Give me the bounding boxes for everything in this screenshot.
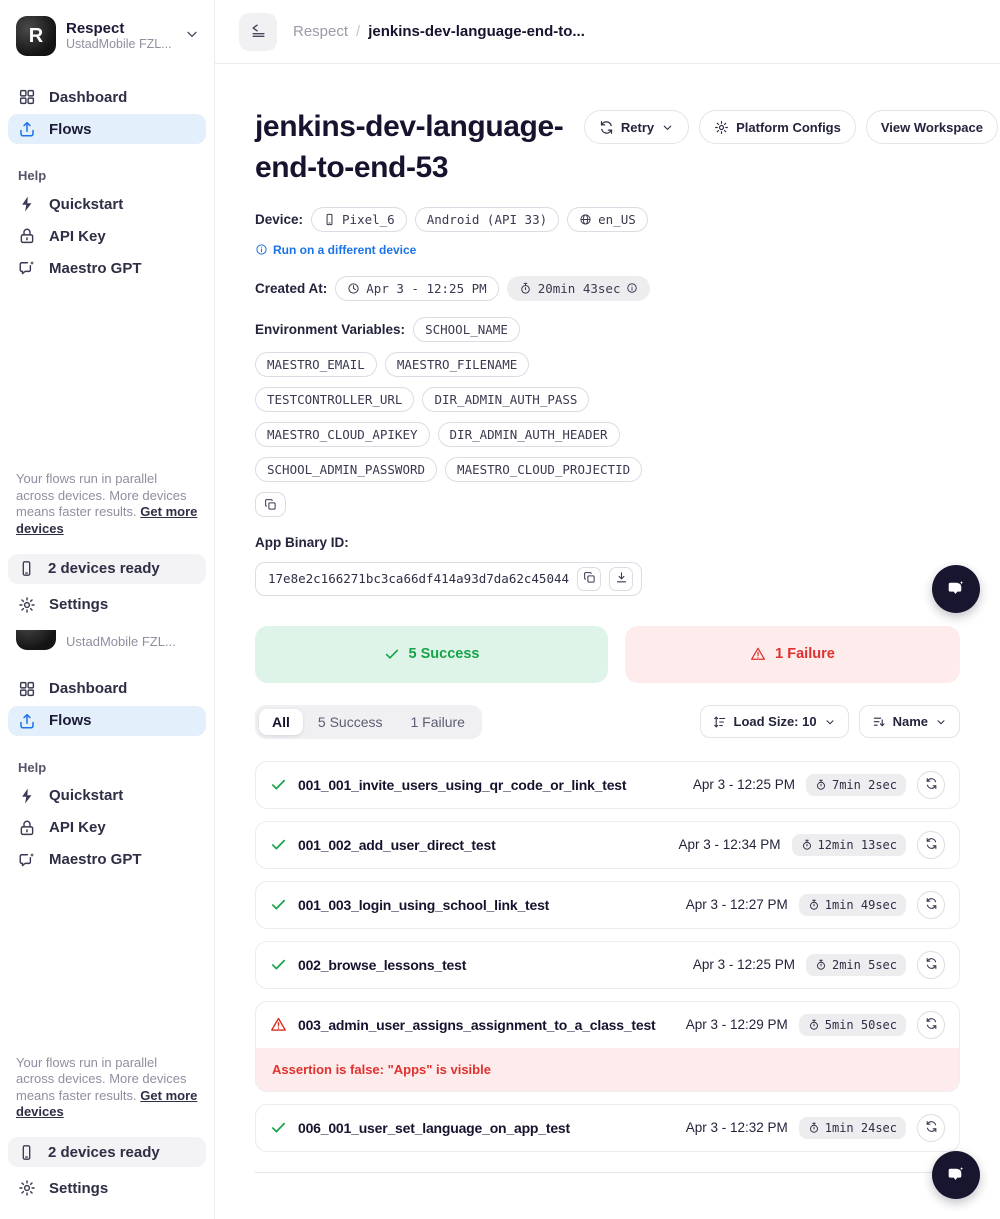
test-duration: 7min 2sec <box>831 777 897 792</box>
test-retry-button[interactable] <box>917 951 945 979</box>
sidebar-section-top <box>0 0 214 620</box>
refresh-icon <box>925 897 938 913</box>
phone-icon <box>18 1144 35 1161</box>
env-var-chip <box>255 352 377 377</box>
info-icon <box>626 282 638 294</box>
test-duration-badge <box>806 954 906 976</box>
device-os-chip <box>415 207 559 232</box>
test-duration: 12min 13sec <box>817 837 897 852</box>
sidebar-item-dashboard[interactable] <box>8 82 206 112</box>
clock-icon <box>347 282 360 295</box>
run-on-different-device-label: Run on a different device <box>273 242 417 257</box>
test-row <box>255 761 960 809</box>
sidebar-item-label: Settings <box>49 1179 109 1197</box>
refresh-icon <box>599 120 614 135</box>
lightning-icon <box>18 787 36 805</box>
workspace-logo <box>16 630 56 650</box>
env-var-name: SCHOOL_NAME <box>425 321 508 337</box>
env-var-name: MAESTRO_CLOUD_APIKEY <box>267 426 418 442</box>
sidebar-item-dashboard[interactable] <box>8 674 206 704</box>
retry-label: Retry <box>620 119 655 135</box>
test-retry-button[interactable] <box>917 891 945 919</box>
test-duration-badge <box>799 894 906 916</box>
failure-warning-icon <box>270 1016 287 1033</box>
test-row <box>255 821 960 869</box>
sort-controls <box>700 705 961 738</box>
list-controls <box>255 705 960 739</box>
workspace-org: UstadMobile FZL... <box>66 37 172 52</box>
workspace-name: Respect <box>66 20 125 38</box>
devices-ready-label: 2 devices ready <box>48 560 160 577</box>
sidebar-nav <box>0 674 214 736</box>
info-text: Your flows run in parallel across devices. More devices means faster results. <box>16 1054 187 1103</box>
stopwatch-icon <box>808 899 820 911</box>
success-count: 5 Success <box>408 646 480 663</box>
collapse-sidebar-icon <box>250 22 267 42</box>
page-title: jenkins-dev-language-end-to-end-53 <box>255 110 564 185</box>
load-size-icon <box>713 715 727 729</box>
success-check-icon <box>270 776 287 793</box>
gear-icon <box>18 596 36 614</box>
devices-ready-label: 2 devices ready <box>48 1143 160 1161</box>
breadcrumb-parent[interactable]: Respect <box>293 23 349 40</box>
created-at-label: Created At: <box>255 280 328 296</box>
get-more-devices-link[interactable]: Get more devices <box>16 1087 198 1120</box>
sort-dropdown[interactable] <box>859 705 960 738</box>
test-retry-button[interactable] <box>917 771 945 799</box>
test-duration-badge <box>799 1014 906 1036</box>
refresh-icon <box>925 777 938 793</box>
warning-triangle-icon <box>750 646 766 662</box>
test-duration: 1min 49sec <box>824 897 897 912</box>
sort-icon <box>872 715 886 729</box>
retry-button[interactable] <box>584 110 689 144</box>
chat-sparkle-icon <box>18 851 36 869</box>
app-binary-id-value: 17e8e2c166271bc3ca66df414a93d7da62c45044 <box>268 571 570 587</box>
sidebar-item-label: Maestro GPT <box>49 259 142 277</box>
collapse-sidebar-button[interactable] <box>239 13 277 51</box>
platform-configs-button[interactable] <box>699 110 856 144</box>
failure-count: 1 Failure <box>775 646 835 663</box>
sidebar-item-label: Dashboard <box>49 680 128 697</box>
test-row <box>255 941 960 989</box>
test-row <box>255 881 960 929</box>
lock-icon <box>18 819 36 837</box>
chevron-down-icon <box>661 121 674 134</box>
total-duration-chip <box>507 276 651 301</box>
sidebar-item-settings[interactable] <box>8 1173 206 1203</box>
test-retry-button[interactable] <box>917 1011 945 1039</box>
sidebar-nav <box>0 82 214 144</box>
assistant-chat-fab[interactable] <box>932 1151 980 1199</box>
test-name[interactable]: 001_001_invite_users_using_qr_code_or_link_test <box>298 776 627 793</box>
env-var-name: MAESTRO_CLOUD_PROJECTID <box>457 461 631 477</box>
help-section-label: Help <box>18 759 47 775</box>
app-binary-id-label: App Binary ID: <box>255 534 349 550</box>
get-more-devices-link[interactable]: Get more devices <box>16 504 198 536</box>
environment-variables-row <box>255 317 647 517</box>
sidebar-item-label: Settings <box>49 596 109 613</box>
env-var-chip <box>255 387 414 412</box>
test-duration: 5min 50sec <box>824 1017 897 1032</box>
sidebar <box>0 0 215 1219</box>
sidebar-item-api-key[interactable] <box>8 813 206 843</box>
chat-sparkle-icon <box>944 1162 968 1189</box>
load-size-label: Load Size: 10 <box>733 714 817 730</box>
success-summary-banner[interactable] <box>255 626 608 683</box>
breadcrumb-separator: / <box>356 23 361 40</box>
test-duration: 1min 24sec <box>824 1120 897 1135</box>
test-error-message: Assertion is false: "Apps" is visible <box>256 1048 959 1091</box>
sidebar-item-label: Quickstart <box>49 787 124 804</box>
platform-configs-label: Platform Configs <box>736 119 841 135</box>
topbar <box>215 0 1000 64</box>
test-duration-badge <box>799 1117 906 1139</box>
env-var-chip <box>445 457 642 482</box>
env-var-name: DIR_ADMIN_AUTH_PASS <box>434 391 578 407</box>
device-locale: en_US <box>598 211 636 227</box>
test-retry-button[interactable] <box>917 1114 945 1142</box>
info-text: Your flows run in parallel across devices. More devices means faster results. <box>16 471 187 520</box>
test-name[interactable]: 006_001_user_set_language_on_app_test <box>298 1119 570 1136</box>
workspace-org: UstadMobile FZL... <box>66 633 176 649</box>
chevron-down-icon <box>824 716 836 728</box>
lightning-icon <box>18 195 36 213</box>
sidebar-item-label: Flows <box>49 120 92 138</box>
test-date: Apr 3 - 12:25 PM <box>692 777 795 793</box>
sidebar-help-nav <box>0 189 214 283</box>
test-name[interactable]: 001_002_add_user_direct_test <box>298 836 496 853</box>
phone-icon <box>323 213 336 226</box>
device-label: Device: <box>255 211 304 227</box>
stopwatch-icon <box>808 1122 820 1134</box>
env-var-chip <box>255 457 437 482</box>
env-var-chip <box>255 422 430 447</box>
chevron-down-icon <box>935 716 947 728</box>
devices-ready-status[interactable] <box>8 1137 206 1167</box>
parallel-flows-info <box>16 471 198 538</box>
env-var-name: TESTCONTROLLER_URL <box>267 391 403 407</box>
sidebar-item-flows[interactable] <box>8 114 206 144</box>
refresh-icon <box>925 1017 938 1033</box>
sidebar-item-label: Quickstart <box>49 195 124 213</box>
env-var-name: MAESTRO_EMAIL <box>267 356 365 372</box>
stopwatch-icon <box>815 959 827 971</box>
test-name[interactable]: 001_003_login_using_school_link_test <box>298 896 550 913</box>
header-actions <box>584 110 998 144</box>
workspace-switcher[interactable] <box>0 0 214 56</box>
env-var-chip <box>438 422 620 447</box>
device-name: Pixel_6 <box>342 211 395 227</box>
success-check-icon <box>270 836 287 853</box>
info-icon <box>255 243 268 256</box>
sidebar-item-label: API Key <box>49 819 106 836</box>
test-date: Apr 3 - 12:25 PM <box>692 957 795 973</box>
download-icon <box>615 571 628 587</box>
test-date: Apr 3 - 12:32 PM <box>685 1120 788 1136</box>
copy-binary-id-button[interactable] <box>577 567 601 591</box>
created-at-row <box>255 276 960 301</box>
copy-env-vars-button[interactable] <box>255 492 286 517</box>
breadcrumb <box>293 23 585 40</box>
sidebar-item-label: API Key <box>49 227 106 245</box>
sidebar-item-api-key[interactable] <box>8 221 206 251</box>
main-panel <box>215 0 1000 1219</box>
sidebar-item-maestro-gpt[interactable] <box>8 845 206 875</box>
sidebar-item-label: Flows <box>49 712 92 729</box>
created-at-value: Apr 3 - 12:25 PM <box>366 280 487 296</box>
success-check-icon <box>270 1119 287 1136</box>
lock-icon <box>18 227 36 245</box>
sidebar-item-label: Maestro GPT <box>49 851 142 868</box>
copy-icon <box>583 571 596 587</box>
test-date: Apr 3 - 12:29 PM <box>685 1017 788 1033</box>
test-date: Apr 3 - 12:27 PM <box>685 897 788 913</box>
test-name[interactable]: 002_browse_lessons_test <box>298 956 467 973</box>
parallel-flows-info <box>16 1055 198 1122</box>
env-var-name: MAESTRO_FILENAME <box>396 356 518 372</box>
devices-ready-status[interactable] <box>8 554 206 584</box>
stopwatch-icon <box>519 282 532 295</box>
tab-all[interactable]: All <box>259 709 303 735</box>
sort-label: Name <box>892 714 928 730</box>
workspace-switcher[interactable] <box>0 622 214 650</box>
breadcrumb-current: jenkins-dev-language-end-to... <box>368 23 585 40</box>
success-check-icon <box>270 956 287 973</box>
tab-success[interactable]: 5 Success <box>317 713 383 730</box>
globe-icon <box>579 213 592 226</box>
sidebar-item-flows[interactable] <box>8 706 206 736</box>
test-row <box>255 1001 960 1092</box>
failure-summary-banner[interactable] <box>625 626 960 683</box>
sidebar-item-maestro-gpt[interactable] <box>8 253 206 283</box>
content <box>215 106 1000 1173</box>
help-section-label: Help <box>18 168 47 183</box>
flows-upload-icon <box>18 120 36 138</box>
stopwatch-icon <box>801 839 813 851</box>
refresh-icon <box>925 1120 938 1136</box>
env-var-chip <box>413 317 520 342</box>
test-name[interactable]: 003_admin_user_assigns_assignment_to_a_class_test <box>298 1016 656 1033</box>
device-os: Android (API 33) <box>426 211 548 227</box>
sidebar-help-nav <box>0 781 214 875</box>
load-size-dropdown[interactable] <box>700 705 849 738</box>
sidebar-section-bottom <box>0 622 214 1204</box>
test-duration-badge <box>792 834 906 856</box>
app-binary-id-box <box>255 562 642 596</box>
list-end-divider <box>255 1172 960 1173</box>
test-date: Apr 3 - 12:34 PM <box>678 837 781 853</box>
view-workspace-button[interactable] <box>866 110 998 144</box>
device-name-chip <box>311 207 407 232</box>
dashboard-icon <box>18 88 36 106</box>
assistant-chat-fab[interactable] <box>932 565 980 613</box>
test-row <box>255 1104 960 1152</box>
tab-failure[interactable]: 1 Failure <box>410 713 465 730</box>
copy-icon <box>264 498 277 511</box>
phone-icon <box>18 560 35 577</box>
view-workspace-label: View Workspace <box>880 119 983 135</box>
sidebar-item-label: Dashboard <box>49 88 128 106</box>
device-row <box>255 207 960 232</box>
sidebar-item-quickstart[interactable] <box>8 189 206 219</box>
env-var-chip <box>385 352 529 377</box>
env-var-name: SCHOOL_ADMIN_PASSWORD <box>267 461 426 477</box>
result-summary <box>255 626 960 683</box>
test-retry-button[interactable] <box>917 831 945 859</box>
device-locale-chip <box>567 207 648 232</box>
env-var-chip <box>422 387 589 412</box>
gear-icon <box>18 1179 36 1197</box>
env-var-name: DIR_ADMIN_AUTH_HEADER <box>449 426 608 442</box>
total-duration-value: 20min 43sec <box>537 280 621 296</box>
success-check-icon <box>270 896 287 913</box>
environment-variables-label: Environment Variables: <box>255 321 406 337</box>
check-icon <box>384 646 400 662</box>
created-at-chip <box>335 276 498 301</box>
chat-sparkle-icon <box>18 259 36 277</box>
refresh-icon <box>925 837 938 853</box>
dashboard-icon <box>18 680 36 698</box>
workspace-logo: R <box>16 16 56 56</box>
flows-upload-icon <box>18 712 36 730</box>
refresh-icon <box>925 957 938 973</box>
test-duration: 2min 5sec <box>831 957 897 972</box>
stopwatch-icon <box>808 1019 820 1031</box>
run-on-different-device-link[interactable] <box>255 243 416 257</box>
filter-tabs <box>255 705 482 739</box>
gear-icon <box>714 120 729 135</box>
sidebar-item-quickstart[interactable] <box>8 781 206 811</box>
stopwatch-icon <box>815 779 827 791</box>
test-duration-badge <box>806 774 906 796</box>
download-binary-button[interactable] <box>609 567 633 591</box>
chat-sparkle-icon <box>944 576 968 603</box>
chevron-down-icon <box>184 26 200 47</box>
test-results-list <box>255 761 960 1152</box>
sidebar-item-settings[interactable] <box>8 590 206 620</box>
